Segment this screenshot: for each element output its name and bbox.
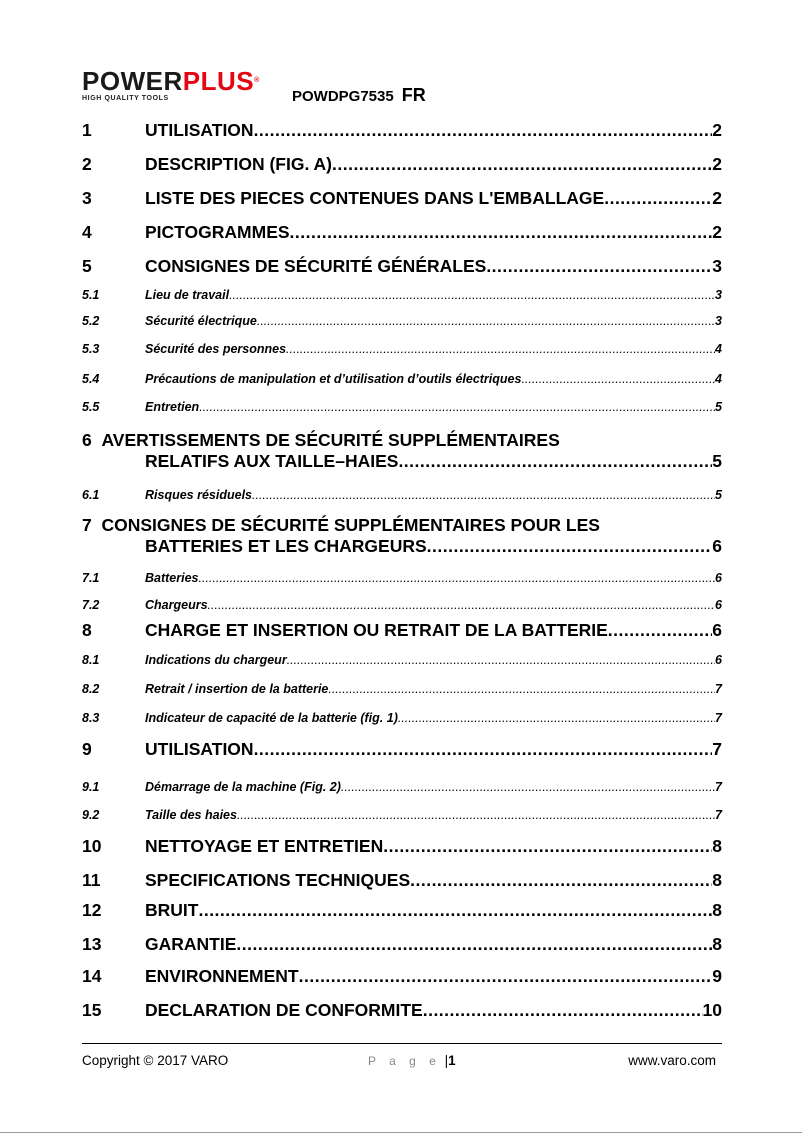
toc-entry-title: Batteries — [145, 571, 199, 585]
toc-entry-title: NETTOYAGE ET ENTRETIEN — [145, 836, 384, 856]
logo-power-text: POWER — [82, 66, 183, 96]
toc-entry-number: 10 — [82, 836, 102, 856]
toc-entry-row — [82, 836, 722, 857]
toc-entry-page: 8 — [712, 836, 722, 856]
toc-entry-leader-dots — [252, 488, 715, 502]
toc-entry-row — [82, 808, 722, 822]
toc-entry-page: 6 — [715, 598, 722, 612]
toc-entry-leader-dots — [521, 372, 715, 386]
toc-entry-leader-dots — [423, 1000, 703, 1021]
toc-entry-number: 4 — [82, 222, 92, 242]
toc-entry-number: 8 — [82, 620, 92, 640]
toc-entry-leader-dots — [208, 598, 716, 612]
toc-entry-leader-dots — [290, 222, 713, 243]
toc-entry-title: Lieu de travail — [145, 288, 230, 302]
toc-entry-page: 7 — [712, 739, 722, 759]
toc-entry-row — [82, 314, 722, 328]
toc-entry-row — [82, 536, 722, 557]
toc-entry-leader-dots — [604, 188, 712, 209]
toc-entry[interactable] — [82, 372, 722, 386]
toc-entry-number: 8.1 — [82, 653, 100, 667]
toc-entry-leader-dots — [229, 288, 715, 302]
toc-entry[interactable] — [82, 739, 722, 760]
toc-entry[interactable] — [82, 1000, 722, 1021]
toc-entry-leader-dots — [199, 571, 716, 585]
toc-entry-page: 9 — [712, 966, 722, 986]
toc-entry-leader-dots — [383, 836, 712, 857]
toc-entry-leader-dots — [287, 653, 715, 667]
toc-entry-number: 1 — [82, 120, 92, 140]
toc-entry-page: 4 — [715, 372, 722, 386]
toc-entry-number: 8.2 — [82, 682, 100, 696]
toc-entry-title: Taille des haies — [145, 808, 237, 822]
toc-entry-row — [82, 598, 722, 612]
toc-entry-leader-dots — [237, 808, 715, 822]
toc-entry[interactable] — [82, 288, 722, 302]
toc-entry-row — [82, 222, 722, 243]
toc-entry-page: 2 — [712, 120, 722, 140]
toc-entry-row — [82, 620, 722, 641]
toc-entry-row — [82, 653, 722, 667]
toc-entry-row — [82, 154, 722, 175]
toc-entry-page: 2 — [712, 222, 722, 242]
toc-entry-row — [82, 1000, 722, 1021]
toc-entry[interactable] — [82, 314, 722, 328]
toc-entry-title: UTILISATION — [145, 739, 254, 759]
toc-entry-page: 8 — [712, 900, 722, 920]
toc-entry-page: 6 — [712, 536, 722, 556]
toc-entry-number: 5.1 — [82, 288, 100, 302]
toc-entry-row — [82, 966, 722, 987]
toc-entry-page: 3 — [715, 314, 722, 328]
toc-entry-heading — [82, 430, 722, 451]
toc-entry-leader-dots — [427, 536, 713, 557]
logo-plus-text: PLUS — [182, 66, 255, 96]
toc-entry-leader-dots — [608, 620, 712, 641]
toc-entry-leader-dots — [328, 682, 715, 696]
toc-entry-row — [82, 188, 722, 209]
toc-entry-page: 8 — [712, 870, 722, 890]
toc-entry-page: 6 — [712, 620, 722, 640]
toc-entry-title: Indications du chargeur — [145, 653, 287, 667]
toc-entry[interactable] — [82, 571, 722, 585]
toc-entry[interactable] — [82, 711, 722, 725]
registered-mark: ® — [254, 77, 260, 84]
toc-entry-page: 5 — [712, 451, 722, 471]
page-label: P a g e — [368, 1054, 441, 1068]
toc-entry-title: Démarrage de la machine (Fig. 2) — [145, 780, 341, 794]
toc-entry[interactable] — [82, 808, 722, 822]
toc-entry-title-line1: CONSIGNES DE SÉCURITÉ SUPPLÉMENTAIRES POUR LES — [101, 515, 600, 535]
toc-entry-page: 2 — [712, 188, 722, 208]
toc-entry-title: DESCRIPTION (FIG. A) — [145, 154, 332, 174]
page-bottom-rule — [0, 1132, 802, 1133]
toc-entry-number: 5.4 — [82, 372, 100, 386]
toc-entry[interactable] — [82, 430, 722, 472]
toc-entry-number: 9.2 — [82, 808, 100, 822]
toc-entry-page: 10 — [702, 1000, 722, 1020]
toc-entry-number: 7.1 — [82, 571, 100, 585]
toc-entry-number: 12 — [82, 900, 102, 920]
powerplus-logo — [82, 68, 260, 102]
toc-entry-title: CONSIGNES DE SÉCURITÉ GÉNÉRALES — [145, 256, 487, 276]
toc-entry-title: Précautions de manipulation et d’utilisation d’outils électriques — [145, 372, 522, 386]
toc-entry-page: 7 — [715, 711, 722, 725]
toc-entry-title: Chargeurs — [145, 598, 208, 612]
toc-entry-leader-dots — [398, 451, 712, 472]
toc-entry-row — [82, 120, 722, 141]
toc-entry-number: 5 — [82, 256, 92, 276]
toc-entry-leader-dots — [199, 400, 715, 414]
logo-tagline: HIGH QUALITY TOOLS — [82, 95, 169, 102]
toc-entry-page: 7 — [715, 808, 722, 822]
toc-entry-title: RELATIFS AUX TAILLE–HAIES — [145, 451, 399, 471]
toc-entry-row — [82, 571, 722, 585]
toc-entry-row — [82, 400, 722, 414]
toc-entry-title: CHARGE ET INSERTION OU RETRAIT DE LA BATTERIE — [145, 620, 608, 640]
toc-entry-title: Entretien — [145, 400, 200, 414]
toc-entry-page: 4 — [715, 342, 722, 356]
toc-entry-row — [82, 900, 722, 921]
toc-entry-leader-dots — [257, 314, 715, 328]
toc-entry-leader-dots — [286, 342, 715, 356]
toc-entry[interactable] — [82, 934, 722, 955]
toc-entry-row — [82, 488, 722, 502]
toc-entry[interactable] — [82, 188, 722, 209]
toc-entry-number: 9 — [82, 739, 92, 759]
language-code: FR — [401, 85, 426, 105]
toc-entry-leader-dots — [332, 154, 712, 175]
toc-entry-title: UTILISATION — [145, 120, 254, 140]
toc-entry-number: 14 — [82, 966, 102, 986]
toc-entry-leader-dots — [398, 711, 715, 725]
toc-entry[interactable] — [82, 222, 722, 243]
toc-entry-title: DECLARATION DE CONFORMITE — [145, 1000, 423, 1020]
toc-entry[interactable] — [82, 682, 722, 696]
model-title — [292, 85, 426, 106]
toc-entry-leader-dots — [254, 120, 713, 141]
toc-entry-title: Sécurité des personnes — [145, 342, 287, 356]
toc-entry-number: 7 — [82, 515, 92, 535]
toc-entry-page: 5 — [715, 400, 722, 414]
toc-entry-row — [82, 682, 722, 696]
toc-entry-number: 15 — [82, 1000, 102, 1020]
toc-entry-number: 5.5 — [82, 400, 100, 414]
toc-entry-row — [82, 256, 722, 277]
toc-entry-row — [82, 342, 722, 356]
toc-entry-number: 2 — [82, 154, 92, 174]
toc-entry-page: 7 — [715, 682, 722, 696]
toc-entry-title: LISTE DES PIECES CONTENUES DANS L'EMBALLAGE — [145, 188, 605, 208]
toc-entry-page: 6 — [715, 571, 722, 585]
toc-entry-leader-dots — [198, 900, 712, 921]
toc-entry-number: 8.3 — [82, 711, 100, 725]
toc-entry-heading — [82, 515, 722, 536]
toc-entry-row — [82, 711, 722, 725]
toc-entry-title: GARANTIE — [145, 934, 237, 954]
toc-entry-number: 5.2 — [82, 314, 100, 328]
toc-entry[interactable] — [82, 515, 722, 557]
toc-entry-title: Indicateur de capacité de la batterie (fig. 1) — [145, 711, 398, 725]
document-header — [82, 68, 722, 108]
document-footer — [82, 1043, 722, 1068]
logo-wordmark — [82, 68, 260, 94]
toc-entry-title: BRUIT — [145, 900, 199, 920]
toc-entry-number: 7.2 — [82, 598, 100, 612]
toc-entry-title: SPECIFICATIONS TECHNIQUES — [145, 870, 411, 890]
toc-entry-leader-dots — [254, 739, 713, 760]
website-text: www.varo.com — [628, 1053, 716, 1068]
toc-entry-leader-dots — [341, 780, 715, 794]
toc-entry-row — [82, 870, 722, 891]
toc-entry-number: 9.1 — [82, 780, 100, 794]
toc-entry-title: PICTOGRAMMES — [145, 222, 290, 242]
toc-entry-page: 3 — [715, 288, 722, 302]
toc-entry-number: 13 — [82, 934, 102, 954]
toc-entry[interactable] — [82, 120, 722, 141]
toc-entry-number: 5.3 — [82, 342, 100, 356]
page-indicator — [368, 1053, 456, 1068]
model-number: POWDPG7535 — [292, 88, 394, 105]
toc-entry-page: 5 — [715, 488, 722, 502]
toc-entry[interactable] — [82, 653, 722, 667]
toc-entry-row — [82, 372, 722, 386]
toc-entry-page: 8 — [712, 934, 722, 954]
toc-entry-leader-dots — [486, 256, 712, 277]
toc-entry[interactable] — [82, 620, 722, 641]
toc-entry[interactable] — [82, 598, 722, 612]
toc-entry-page: 7 — [715, 780, 722, 794]
toc-entry[interactable] — [82, 400, 722, 414]
toc-entry-title: BATTERIES ET LES CHARGEURS — [145, 536, 427, 556]
toc-entry[interactable] — [82, 342, 722, 356]
toc-entry-number: 11 — [82, 870, 101, 890]
toc-entry-title: Sécurité électrique — [145, 314, 257, 328]
toc-entry-page: 3 — [712, 256, 722, 276]
toc-entry[interactable] — [82, 256, 722, 277]
toc-entry[interactable] — [82, 780, 722, 794]
toc-entry-title: ENVIRONNEMENT — [145, 966, 299, 986]
toc-entry-leader-dots — [299, 966, 713, 987]
copyright-text: Copyright © 2017 VARO — [82, 1053, 229, 1068]
toc-entry-row — [82, 934, 722, 955]
toc-entry[interactable] — [82, 870, 722, 891]
toc-entry-page: 6 — [715, 653, 722, 667]
toc-entry[interactable] — [82, 154, 722, 175]
toc-entry-title: Risques résiduels — [145, 488, 252, 502]
toc-entry-row — [82, 288, 722, 302]
page-separator: | — [444, 1053, 449, 1068]
toc-entry-page: 2 — [712, 154, 722, 174]
toc-entry[interactable] — [82, 488, 722, 502]
toc-entry[interactable] — [82, 836, 722, 857]
toc-entry[interactable] — [82, 966, 722, 987]
toc-entry[interactable] — [82, 900, 722, 921]
toc-entry-row — [82, 780, 722, 794]
toc-entry-number: 6 — [82, 430, 92, 450]
toc-entry-row — [82, 739, 722, 760]
toc-entry-leader-dots — [236, 934, 712, 955]
toc-entry-title-line1: AVERTISSEMENTS DE SÉCURITÉ SUPPLÉMENTAIRES — [101, 430, 560, 450]
toc-entry-title: Retrait / insertion de la batterie — [145, 682, 329, 696]
toc-entry-leader-dots — [410, 870, 712, 891]
toc-entry-row — [82, 451, 722, 472]
toc-entry-number: 6.1 — [82, 488, 100, 502]
toc-entry-number: 3 — [82, 188, 92, 208]
page-number: 1 — [448, 1053, 456, 1068]
